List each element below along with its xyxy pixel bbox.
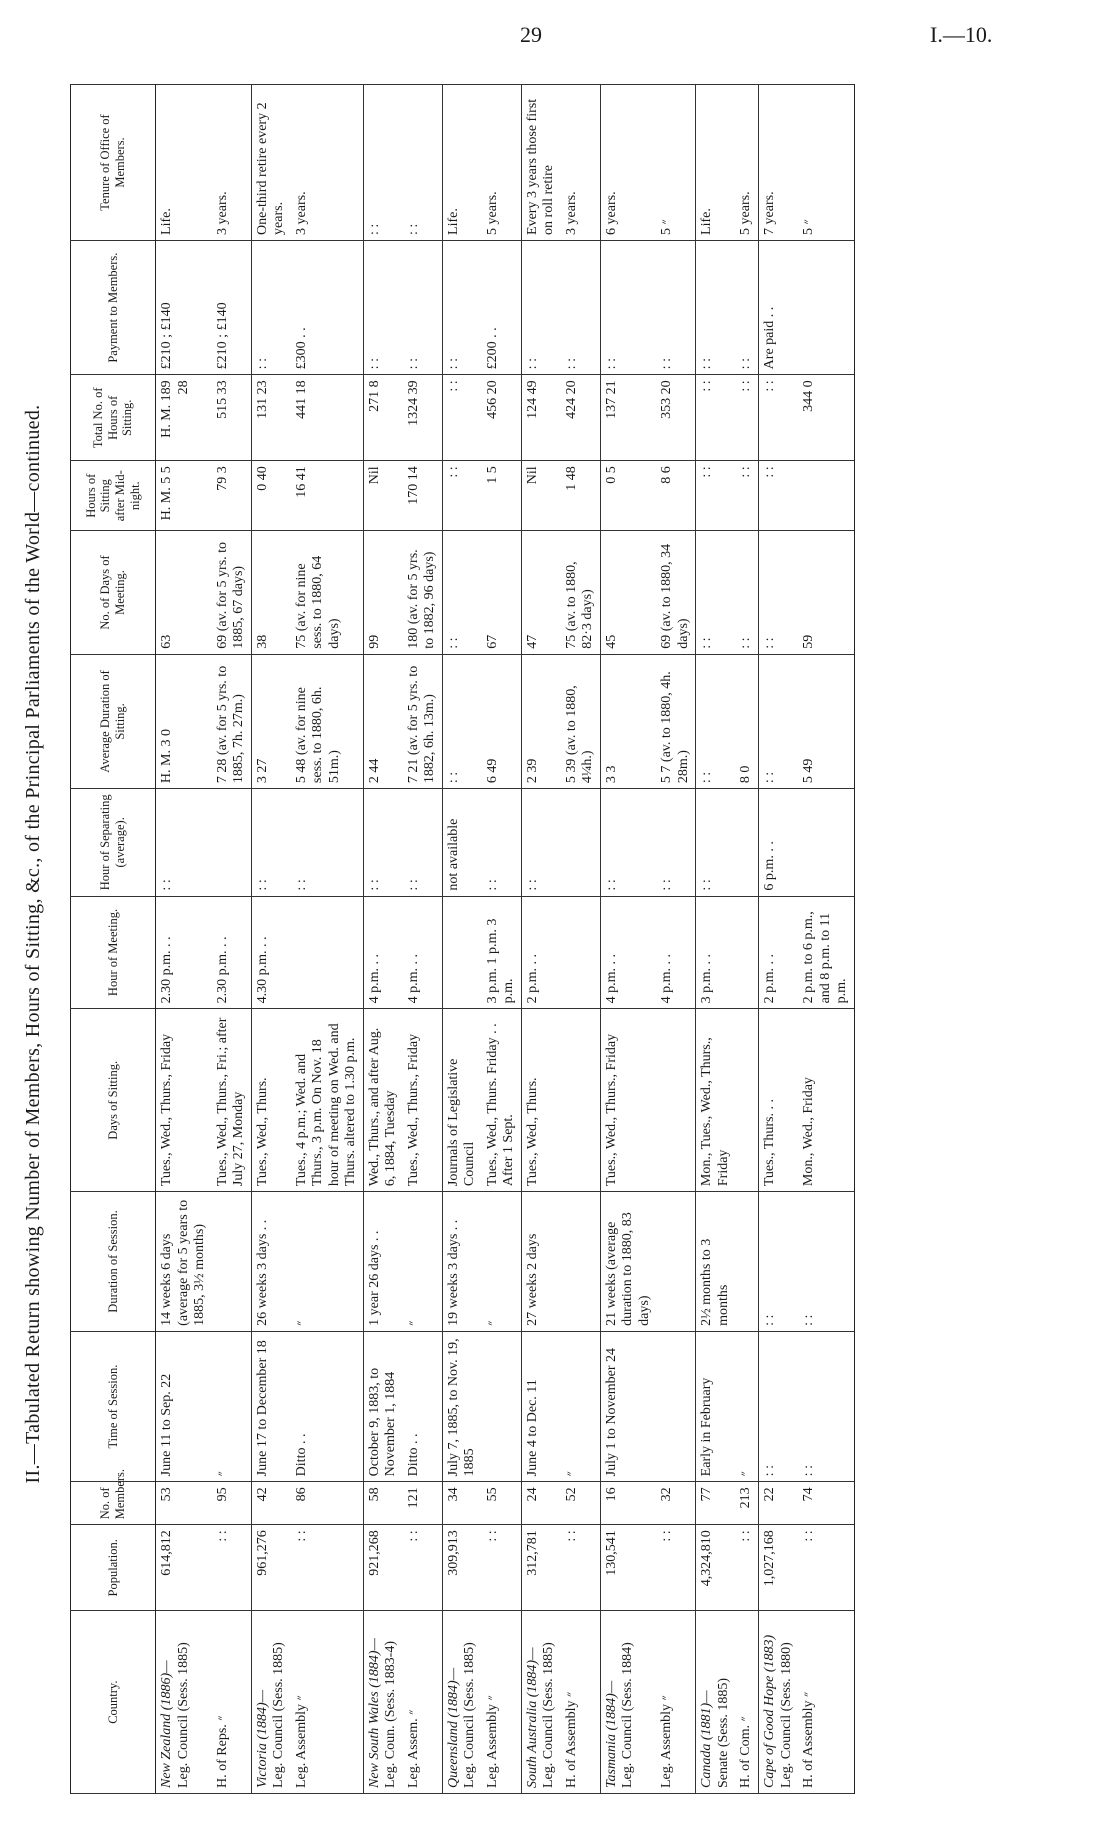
days-of-meeting-cell: 67: [482, 531, 522, 655]
members-cell: 213: [735, 1482, 758, 1525]
hour-of-separating-cell: : :: [156, 789, 212, 896]
members-cell: 74: [798, 1482, 854, 1525]
average-duration-cell: 2 39: [521, 654, 561, 788]
members-cell: 86: [291, 1482, 364, 1525]
table-row: [442, 85, 482, 1794]
hour-of-separating-cell: not available: [442, 789, 482, 896]
country-cell: [798, 1611, 854, 1794]
total-hours-cell: : :: [758, 375, 798, 461]
country-cell: [482, 1611, 522, 1794]
table-body: [156, 85, 855, 1794]
members-cell: 52: [561, 1482, 601, 1525]
country-cell: [442, 1611, 482, 1794]
total-hours-cell: 131 23: [251, 375, 291, 461]
time-of-session-cell: Ditto . .: [403, 1331, 443, 1481]
hour-of-separating-cell: : :: [403, 789, 443, 896]
time-of-session-cell: [482, 1331, 522, 1481]
total-hours-cell: 344 0: [798, 375, 854, 461]
days-of-meeting-cell: 45: [600, 531, 656, 655]
col-header: Country.: [71, 1611, 156, 1794]
hour-of-meeting-cell: 3 p.m. 1 p.m. 3 p.m.: [482, 896, 522, 1009]
tenure-cell: 5 ״: [656, 85, 696, 241]
population-cell: : :: [212, 1525, 252, 1611]
average-duration-cell: H. M. 3 0: [156, 654, 212, 788]
days-of-sitting-cell: Tues., Thurs. . .: [758, 1009, 798, 1192]
payment-cell: : :: [363, 240, 403, 374]
total-hours-cell: : :: [696, 375, 736, 461]
chamber-name: H. of Assembly ״: [563, 1691, 579, 1788]
days-of-meeting-cell: : :: [758, 531, 798, 655]
country-cell: [403, 1611, 443, 1794]
hour-of-separating-cell: : :: [521, 789, 561, 896]
days-of-meeting-cell: 75 (av. to 1880, 82·3 days): [561, 531, 601, 655]
country-cell: [212, 1611, 252, 1794]
time-of-session-cell: ״: [735, 1331, 758, 1481]
days-of-meeting-cell: 180 (av. for 5 yrs. to 1882, 96 days): [403, 531, 443, 655]
population-cell: : :: [291, 1525, 364, 1611]
days-of-sitting-cell: Journals of Legislative Council: [442, 1009, 482, 1192]
tenure-cell: 5 years.: [482, 85, 522, 241]
tenure-cell: Every 3 years those first on roll retire: [521, 85, 561, 241]
hour-of-meeting-cell: 2 p.m. to 6 p.m., and 8 p.m. to 11 p.m.: [798, 896, 854, 1009]
header-row: [71, 85, 156, 1794]
time-of-session-cell: June 17 to December 18: [251, 1331, 291, 1481]
payment-cell: : :: [442, 240, 482, 374]
table-row: [156, 85, 212, 1794]
chamber-name: Leg. Coun. (Sess. 1883-4): [383, 1641, 399, 1788]
country-cell: [363, 1611, 403, 1794]
duration-cell: 14 weeks 6 days (average for 5 years to 1885, 3½ months): [156, 1192, 212, 1332]
duration-cell: 2½ months to 3 months: [696, 1192, 736, 1332]
population-cell: 921,268: [363, 1525, 403, 1611]
hours-after-midnight-cell: Nil: [521, 461, 561, 531]
document-reference: I.—10.: [930, 22, 993, 47]
hour-of-separating-cell: : :: [696, 789, 736, 896]
population-cell: : :: [403, 1525, 443, 1611]
chamber-name: Senate (Sess. 1885): [715, 1677, 731, 1788]
members-cell: 121: [403, 1482, 443, 1525]
hour-of-separating-cell: [735, 789, 758, 896]
payment-cell: : :: [656, 240, 696, 374]
average-duration-cell: 3 27: [251, 654, 291, 788]
table-row: [251, 85, 291, 1794]
table-row: [291, 85, 364, 1794]
col-header: Hour of Meeting.: [71, 896, 156, 1009]
total-hours-cell: 1324 39: [403, 375, 443, 461]
country-cell: [521, 1611, 561, 1794]
population-cell: 309,913: [442, 1525, 482, 1611]
payment-cell: : :: [735, 240, 758, 374]
population-cell: : :: [735, 1525, 758, 1611]
time-of-session-cell: June 11 to Sep. 22: [156, 1331, 212, 1481]
duration-cell: [735, 1192, 758, 1332]
duration-cell: 26 weeks 3 days . .: [251, 1192, 291, 1332]
time-of-session-cell: [656, 1331, 696, 1481]
chamber-name: H. of Reps. ״: [214, 1715, 230, 1788]
hour-of-meeting-cell: 2 p.m. . .: [758, 896, 798, 1009]
average-duration-cell: 8 0: [735, 654, 758, 788]
col-header: Population.: [71, 1525, 156, 1611]
hour-of-meeting-cell: 4 p.m. . .: [600, 896, 656, 1009]
hour-of-separating-cell: [212, 789, 252, 896]
population-cell: : :: [482, 1525, 522, 1611]
members-cell: 24: [521, 1482, 561, 1525]
country-cell: [291, 1611, 364, 1794]
members-cell: 77: [696, 1482, 736, 1525]
table-row: [735, 85, 758, 1794]
members-cell: 95: [212, 1482, 252, 1525]
hour-of-separating-cell: : :: [291, 789, 364, 896]
hour-of-separating-cell: : :: [600, 789, 656, 896]
days-of-meeting-cell: : :: [735, 531, 758, 655]
hours-after-midnight-cell: 170 14: [403, 461, 443, 531]
days-of-sitting-cell: Tues., Wed., Thurs., Friday: [156, 1009, 212, 1192]
total-hours-cell: 424 20: [561, 375, 601, 461]
total-hours-cell: 353 20: [656, 375, 696, 461]
hours-after-midnight-cell: 79 3: [212, 461, 252, 531]
members-cell: 32: [656, 1482, 696, 1525]
days-of-sitting-cell: Tues., Wed., Thurs., Friday: [403, 1009, 443, 1192]
table-title: II.—Tabulated Return showing Number of Members, Hours of Sitting, &c., of the Principal Parliaments of the World—continued.: [22, 404, 44, 1484]
hour-of-separating-cell: : :: [363, 789, 403, 896]
country-name: Cape of Good Hope (1883): [761, 1634, 777, 1788]
total-hours-cell: 456 20: [482, 375, 522, 461]
chamber-name: H. of Com. ״: [738, 1716, 754, 1788]
hours-after-midnight-cell: H. M. 5 5: [156, 461, 212, 531]
time-of-session-cell: ״: [561, 1331, 601, 1481]
total-hours-cell: : :: [735, 375, 758, 461]
hour-of-meeting-cell: 2.30 p.m. . .: [212, 896, 252, 1009]
table-row: [561, 85, 601, 1794]
col-header: No. of Members.: [71, 1482, 156, 1525]
payment-cell: £210 ; £140: [156, 240, 212, 374]
payment-cell: [798, 240, 854, 374]
country-cell: [156, 1611, 212, 1794]
average-duration-cell: 7 28 (av. for 5 yrs. to 1885, 7h. 27m.): [212, 654, 252, 788]
col-header: Duration of Session.: [71, 1192, 156, 1332]
days-of-meeting-cell: : :: [696, 531, 736, 655]
payment-cell: : :: [521, 240, 561, 374]
days-of-meeting-cell: 47: [521, 531, 561, 655]
time-of-session-cell: June 4 to Dec. 11: [521, 1331, 561, 1481]
hour-of-meeting-cell: [735, 896, 758, 1009]
hour-of-meeting-cell: [442, 896, 482, 1009]
days-of-sitting-cell: Wed., Thurs., and after Aug. 6, 1884, Tuesday: [363, 1009, 403, 1192]
table-row: [798, 85, 854, 1794]
days-of-sitting-cell: Tues., Wed., Thurs. Friday . . After 1 Sept.: [482, 1009, 522, 1192]
tenure-cell: 3 years.: [291, 85, 364, 241]
col-header: Average Duration of Sitting.: [71, 654, 156, 788]
table-row: [758, 85, 798, 1794]
hour-of-separating-cell: 6 p.m. . .: [758, 789, 798, 896]
table-row: [656, 85, 696, 1794]
average-duration-cell: 5 39 (av. to 1880, 4¼h.): [561, 654, 601, 788]
average-duration-cell: 5 48 (av. for nine sess. to 1880, 6h. 51m.): [291, 654, 364, 788]
col-header: Payment to Members.: [71, 240, 156, 374]
hour-of-meeting-cell: 2.30 p.m. . .: [156, 896, 212, 1009]
members-cell: 55: [482, 1482, 522, 1525]
population-cell: 1,027,168: [758, 1525, 798, 1611]
duration-cell: [212, 1192, 252, 1332]
population-cell: : :: [561, 1525, 601, 1611]
total-hours-cell: 441 18: [291, 375, 364, 461]
population-cell: 961,276: [251, 1525, 291, 1611]
table-row: [403, 85, 443, 1794]
payment-cell: : :: [561, 240, 601, 374]
days-of-meeting-cell: 75 (av. for nine sess. to 1880, 64 days): [291, 531, 364, 655]
time-of-session-cell: Ditto . .: [291, 1331, 364, 1481]
hour-of-meeting-cell: 3 p.m. . .: [696, 896, 736, 1009]
time-of-session-cell: July 1 to November 24: [600, 1331, 656, 1481]
members-cell: 22: [758, 1482, 798, 1525]
total-hours-cell: 271 8: [363, 375, 403, 461]
chamber-name: Leg. Assembly ״: [659, 1695, 675, 1788]
country-cell: [735, 1611, 758, 1794]
duration-cell: [656, 1192, 696, 1332]
days-of-sitting-cell: Tues., Wed., Thurs., Friday: [600, 1009, 656, 1192]
hours-after-midnight-cell: : :: [735, 461, 758, 531]
hours-after-midnight-cell: : :: [696, 461, 736, 531]
average-duration-cell: 5 7 (av. to 1880, 4h. 28m.): [656, 654, 696, 788]
payment-cell: £210 ; £140: [212, 240, 252, 374]
chamber-name: Leg. Council (Sess. 1885): [541, 1642, 557, 1788]
members-cell: 53: [156, 1482, 212, 1525]
col-header: Hour of Separating (average).: [71, 789, 156, 896]
rotated-table-region: [0, 64, 1114, 1824]
days-of-sitting-cell: Mon., Wed., Friday: [798, 1009, 854, 1192]
country-cell: [758, 1611, 798, 1794]
duration-cell: [561, 1192, 601, 1332]
time-of-session-cell: : :: [798, 1331, 854, 1481]
days-of-meeting-cell: 99: [363, 531, 403, 655]
country-cell: [561, 1611, 601, 1794]
tenure-cell: 5 ״: [798, 85, 854, 241]
tenure-cell: 3 years.: [561, 85, 601, 241]
time-of-session-cell: : :: [758, 1331, 798, 1481]
table-row: [212, 85, 252, 1794]
average-duration-cell: : :: [696, 654, 736, 788]
members-cell: 16: [600, 1482, 656, 1525]
hour-of-meeting-cell: 4 p.m. . .: [363, 896, 403, 1009]
population-cell: 312,781: [521, 1525, 561, 1611]
page-number: 29: [520, 22, 542, 47]
col-header: Tenure of Office of Members.: [71, 85, 156, 241]
hours-after-midnight-cell: [798, 461, 854, 531]
parliaments-table: [70, 84, 855, 1794]
payment-cell: : :: [403, 240, 443, 374]
members-cell: 34: [442, 1482, 482, 1525]
members-cell: 58: [363, 1482, 403, 1525]
hours-after-midnight-cell: 0 40: [251, 461, 291, 531]
hours-after-midnight-cell: 16 41: [291, 461, 364, 531]
total-hours-cell: 515 33: [212, 375, 252, 461]
total-hours-cell: : :: [442, 375, 482, 461]
table-row: [521, 85, 561, 1794]
days-of-sitting-cell: Tues., 4 p.m.; Wed. and Thurs., 3 p.m. On Nov. 18 hour of meeting on Wed. and Thurs. altered to 1.30 p.m.: [291, 1009, 364, 1192]
tenure-cell: 5 years.: [735, 85, 758, 241]
population-cell: 614,812: [156, 1525, 212, 1611]
average-duration-cell: 5 49: [798, 654, 854, 788]
chamber-name: H. of Assembly ״: [801, 1691, 817, 1788]
chamber-name: Leg. Assembly ״: [293, 1695, 309, 1788]
duration-cell: ״: [291, 1192, 364, 1332]
average-duration-cell: 7 21 (av. for 5 yrs. to 1882, 6h. 13m.): [403, 654, 443, 788]
population-cell: 130,541: [600, 1525, 656, 1611]
time-of-session-cell: October 9, 1883, to November 1, 1884: [363, 1331, 403, 1481]
hours-after-midnight-cell: 1 48: [561, 461, 601, 531]
country-name: Tasmania (1884)—: [603, 1680, 619, 1788]
country-name: New Zealand (1886)—: [159, 1660, 174, 1788]
hour-of-meeting-cell: 4 p.m. . .: [403, 896, 443, 1009]
col-header: Hours of Sitting after Mid-night.: [71, 461, 156, 531]
members-cell: 42: [251, 1482, 291, 1525]
country-name: Victoria (1884)—: [254, 1689, 270, 1788]
days-of-meeting-cell: : :: [442, 531, 482, 655]
tenure-cell: Life.: [696, 85, 736, 241]
days-of-meeting-cell: 69 (av. to 1880, 34 days): [656, 531, 696, 655]
time-of-session-cell: July 7, 1885, to Nov. 19, 1885: [442, 1331, 482, 1481]
days-of-sitting-cell: Tues., Wed., Thurs.: [251, 1009, 291, 1192]
total-hours-cell: 137 21: [600, 375, 656, 461]
tenure-cell: 6 years.: [600, 85, 656, 241]
average-duration-cell: 2 44: [363, 654, 403, 788]
time-of-session-cell: ״: [212, 1331, 252, 1481]
days-of-meeting-cell: 59: [798, 531, 854, 655]
country-name: South Australia (1884)—: [524, 1647, 540, 1788]
col-header: No. of Days of Meeting.: [71, 531, 156, 655]
payment-cell: Are paid . .: [758, 240, 798, 374]
country-cell: [656, 1611, 696, 1794]
days-of-meeting-cell: 69 (av. for 5 yrs. to 1885, 67 days): [212, 531, 252, 655]
population-cell: : :: [798, 1525, 854, 1611]
days-of-sitting-cell: Tues., Wed., Thurs.: [521, 1009, 561, 1192]
hour-of-separating-cell: [561, 789, 601, 896]
chamber-name: Leg. Council (Sess. 1885): [175, 1642, 191, 1788]
payment-cell: £200 . .: [482, 240, 522, 374]
total-hours-cell: 124 49: [521, 375, 561, 461]
hour-of-separating-cell: : :: [656, 789, 696, 896]
hours-after-midnight-cell: : :: [758, 461, 798, 531]
tenure-cell: : :: [403, 85, 443, 241]
payment-cell: : :: [251, 240, 291, 374]
tenure-cell: 7 years.: [758, 85, 798, 241]
country-name: New South Wales (1884)—: [366, 1638, 382, 1788]
population-cell: 4,324,810: [696, 1525, 736, 1611]
duration-cell: ״: [403, 1192, 443, 1332]
hour-of-meeting-cell: 4 p.m. . .: [656, 896, 696, 1009]
country-name: Queensland (1884)—: [445, 1667, 461, 1788]
tenure-cell: : :: [363, 85, 403, 241]
days-of-meeting-cell: 38: [251, 531, 291, 655]
hour-of-meeting-cell: 4.30 p.m. . .: [251, 896, 291, 1009]
hours-after-midnight-cell: 0 5: [600, 461, 656, 531]
tenure-cell: Life.: [442, 85, 482, 241]
hours-after-midnight-cell: : :: [442, 461, 482, 531]
days-of-sitting-cell: Mon., Tues., Wed., Thurs., Friday: [696, 1009, 736, 1192]
days-of-sitting-cell: [735, 1009, 758, 1192]
days-of-meeting-cell: 63: [156, 531, 212, 655]
chamber-name: Leg. Council (Sess. 1880): [778, 1642, 794, 1788]
duration-cell: : :: [758, 1192, 798, 1332]
hour-of-separating-cell: : :: [251, 789, 291, 896]
days-of-sitting-cell: Tues., Wed., Thurs., Fri.; after July 27, Monday: [212, 1009, 252, 1192]
average-duration-cell: 6 49: [482, 654, 522, 788]
population-cell: : :: [656, 1525, 696, 1611]
duration-cell: 27 weeks 2 days: [521, 1192, 561, 1332]
chamber-name: Leg. Council (Sess. 1884): [620, 1642, 636, 1788]
duration-cell: ״: [482, 1192, 522, 1332]
tenure-cell: 3 years.: [212, 85, 252, 241]
hours-after-midnight-cell: 1 5: [482, 461, 522, 531]
chamber-name: Leg. Assembly ״: [484, 1695, 500, 1788]
col-header: Time of Session.: [71, 1331, 156, 1481]
days-of-sitting-cell: [656, 1009, 696, 1192]
average-duration-cell: : :: [758, 654, 798, 788]
hour-of-meeting-cell: [291, 896, 364, 1009]
average-duration-cell: 3 3: [600, 654, 656, 788]
col-header: Total No. of Hours of Sitting.: [71, 375, 156, 461]
payment-cell: : :: [696, 240, 736, 374]
table-row: [696, 85, 736, 1794]
hours-after-midnight-cell: 8 6: [656, 461, 696, 531]
country-cell: [696, 1611, 736, 1794]
table-row: [363, 85, 403, 1794]
table-row: [600, 85, 656, 1794]
total-hours-cell: H. M. 189 28: [156, 375, 212, 461]
tenure-cell: Life.: [156, 85, 212, 241]
time-of-session-cell: Early in February: [696, 1331, 736, 1481]
duration-cell: 19 weeks 3 days . .: [442, 1192, 482, 1332]
hour-of-separating-cell: [798, 789, 854, 896]
payment-cell: £300 . .: [291, 240, 364, 374]
hour-of-meeting-cell: 2 p.m. . .: [521, 896, 561, 1009]
country-cell: [600, 1611, 656, 1794]
duration-cell: 21 weeks (average duration to 1880, 83 days): [600, 1192, 656, 1332]
average-duration-cell: : :: [442, 654, 482, 788]
country-name: Canada (1881)—: [699, 1690, 715, 1788]
hour-of-meeting-cell: [561, 896, 601, 1009]
col-header: Days of Sitting.: [71, 1009, 156, 1192]
tenure-cell: One-third retire every 2 years.: [251, 85, 291, 241]
duration-cell: : :: [798, 1192, 854, 1332]
hour-of-separating-cell: : :: [482, 789, 522, 896]
chamber-name: Leg. Council (Sess. 1885): [271, 1642, 287, 1788]
payment-cell: : :: [600, 240, 656, 374]
chamber-name: Leg. Assem. ״: [405, 1709, 421, 1788]
days-of-sitting-cell: [561, 1009, 601, 1192]
duration-cell: 1 year 26 days . .: [363, 1192, 403, 1332]
chamber-name: Leg. Council (Sess. 1885): [462, 1642, 478, 1788]
hours-after-midnight-cell: Nil: [363, 461, 403, 531]
country-cell: [251, 1611, 291, 1794]
table-row: [482, 85, 522, 1794]
